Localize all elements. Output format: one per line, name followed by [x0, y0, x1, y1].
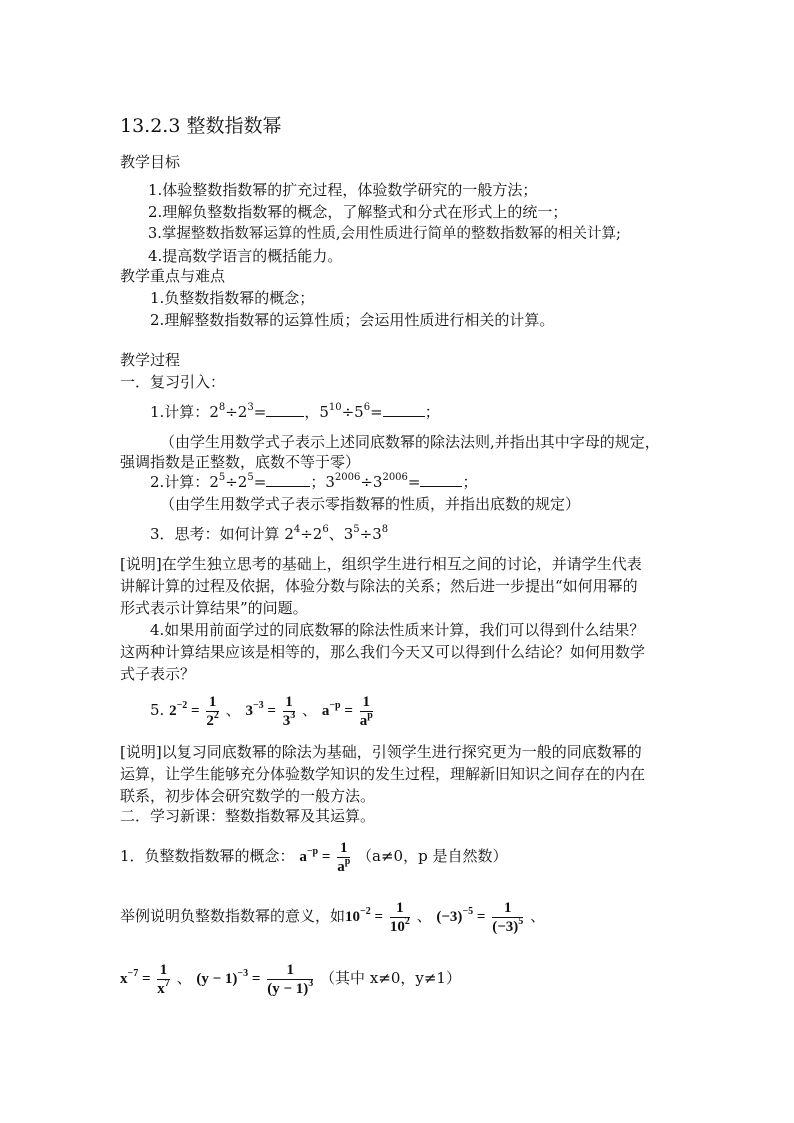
- note-1-cont: 强调指数是正整数，底数不等于零）: [120, 453, 361, 471]
- goals-heading: 教学目标: [120, 153, 181, 171]
- goal-item: 3.掌握整数指数幂运算的性质,会用性质进行简单的整数指数幂的相关计算;: [148, 226, 621, 242]
- process-heading: 教学过程: [120, 351, 181, 369]
- page-title: 13.2.3 整数指数幂: [120, 115, 282, 137]
- calc-question-2: 2.计算：$2^5\div 2^5=$ ；$3^{2006}\div 3^{2006}=$ ；: [150, 472, 478, 491]
- explanation-1: 讲解计算的过程及依据，体验分数与除法的关系；然后进一步提出“如何用幂的: [120, 577, 638, 595]
- think-question: 3．思考：如何计算 $2^4\div 2^6$、$3^5\div 3^8$: [150, 524, 389, 543]
- goal-item: 1.体验整数指数幂的扩充过程，体验数学研究的一般方法；: [148, 181, 538, 199]
- question-4: 式子表示？: [120, 665, 196, 683]
- question-4: 4.如果用前面学过的同底数幂的除法性质来计算，我们可以得到什么结果？: [150, 621, 645, 639]
- explanation-2: 运算，让学生能够充分体验数学知识的发生过程，理解新旧知识之间存在的内在: [120, 765, 646, 783]
- goal-item: 4.提高数学语言的概括能力。: [148, 247, 343, 265]
- goal-item: 2.理解负整数指数幂的概念，了解整式和分式在形式上的统一；: [148, 203, 568, 221]
- question-4: 这两种计算结果应该是相等的，那么我们今天又可以得到什么结论？如何用数学: [120, 643, 646, 661]
- formula-item-5: 5. $2^{-2}$ = $\frac{1}{2^2}$ 、 $3^{-3}$ = $\frac{1}{3^3}$ 、 $a^{-p}$ = $\frac{1}{a^p}$: [150, 693, 373, 729]
- examples-line-1: 举例说明负整数指数幂的意义，如$10^{-2}$ = $\frac{1}{10^2}$ 、 $(-3)^{-5}$ = $\frac{1}{(-3)^5}$ 、: [120, 899, 546, 935]
- key-item: 1.负整数指数幂的概念；: [150, 289, 315, 307]
- examples-line-2: $x^{-7}$ = $\frac{1}{x^7}$ 、 $(y - 1)^{-3}$ = $\frac{1}{(y - 1)^3}$ （其中 x≠0，y≠1）: [120, 961, 461, 997]
- keys-heading: 教学重点与难点: [120, 267, 226, 285]
- explanation-2: [说明]以复习同底数幂的除法为基础，引领学生进行探究更为一般的同底数幂的: [120, 743, 642, 761]
- note-2: （由学生用数学式子表示零指数幂的性质，并指出底数的规定）: [160, 495, 581, 513]
- key-item: 2.理解整数指数幂的运算性质；会运用性质进行相关的计算。: [150, 311, 555, 329]
- negative-exponent-definition: 1．负整数指数幂的概念： $a^{-p}$ = $\frac{1}{a^p}$ （a≠0，p 是自然数）: [120, 839, 508, 875]
- note-1: （由学生用数学式子表示上述同底数幂的除法法则,并指出其中字母的规定，: [160, 433, 660, 451]
- explanation-2: 联系，初步体会研究数学的一般方法。: [120, 787, 376, 805]
- calc-question-1: 1.计算：$2^8\div 2^3=$ ，$5^{10}\div 5^6=$ ；: [150, 402, 440, 421]
- explanation-1: [说明]在学生独立思考的基础上，组织学生进行相互之间的讨论，并请学生代表: [120, 555, 642, 573]
- section-new-lesson: 二．学习新课：整数指数幂及其运算。: [120, 807, 376, 825]
- explanation-1: 形式表示计算结果”的问题。: [120, 599, 308, 617]
- section-review: 一．复习引入：: [120, 373, 226, 391]
